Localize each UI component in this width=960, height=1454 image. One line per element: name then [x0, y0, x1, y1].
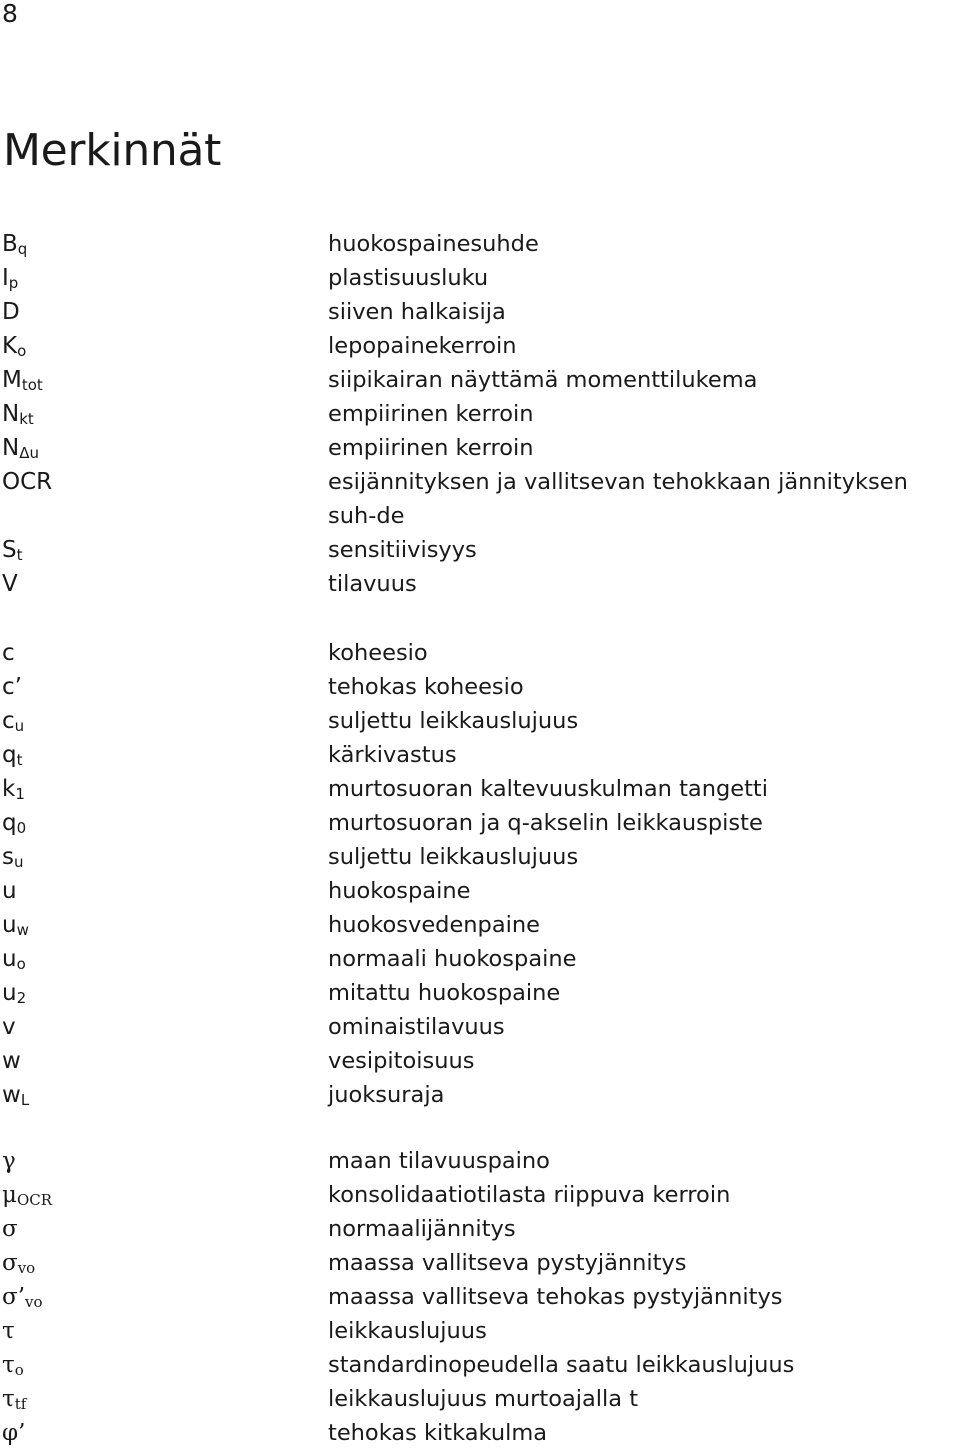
symbol-description: huokospainesuhde — [328, 231, 539, 257]
symbol-description: leikkauslujuus murtoajalla t — [328, 1386, 639, 1412]
symbol-subscript: w — [16, 921, 29, 939]
symbol-row — [0, 431, 960, 465]
symbol-description: esijännityksen ja vallitsevan tehokkaan jännityksen suh-de — [328, 469, 908, 529]
symbol-row — [0, 1212, 960, 1246]
symbol-description: konsolidaatiotilasta riippuva kerroin — [328, 1182, 731, 1208]
symbol-description: siiven halkaisija — [328, 299, 506, 325]
symbol-description: murtosuoran ja q-akselin leikkauspiste — [328, 810, 763, 836]
symbol: σ’vo — [2, 1284, 43, 1311]
symbol: uw — [2, 912, 29, 939]
symbol: OCR — [2, 469, 53, 495]
symbol-row — [0, 1010, 960, 1044]
symbol-description: maassa vallitseva pystyjännitys — [328, 1250, 687, 1276]
symbol-description: suljettu leikkauslujuus — [328, 844, 579, 870]
symbol-row — [0, 363, 960, 397]
symbol-row — [0, 976, 960, 1010]
symbol: μOCR — [2, 1182, 53, 1209]
symbol-subscript: o — [14, 1361, 24, 1379]
symbol-subscript: kt — [19, 410, 34, 428]
symbol: Mtot — [2, 367, 43, 394]
symbol: c’ — [2, 674, 22, 700]
symbol: u2 — [2, 980, 27, 1007]
symbol: qt — [2, 742, 23, 769]
symbol-description: tehokas koheesio — [328, 674, 524, 700]
symbol: Nkt — [2, 401, 34, 428]
symbol-row — [0, 1078, 960, 1112]
symbol-description: koheesio — [328, 640, 428, 666]
symbol-subscript: t — [16, 751, 23, 769]
symbol-row — [0, 738, 960, 772]
symbol: su — [2, 844, 24, 871]
symbol-subscript: 2 — [16, 989, 27, 1007]
symbol-description: empiirinen kerroin — [328, 401, 534, 427]
symbol-row — [0, 1416, 960, 1450]
symbol-description: tilavuus — [328, 571, 417, 597]
symbol-subscript: q — [17, 240, 28, 258]
symbol-row — [0, 567, 960, 601]
symbol-row — [0, 908, 960, 942]
symbol-description: murtosuoran kaltevuuskulman tangetti — [328, 776, 768, 802]
symbol-row — [0, 1280, 960, 1314]
symbol-description: huokospaine — [328, 878, 471, 904]
symbol-row — [0, 1178, 960, 1212]
symbol-group-uppercase — [0, 227, 960, 601]
symbol-description: tehokas kitkakulma — [328, 1420, 548, 1446]
symbol-row — [0, 772, 960, 806]
symbol-subscript: 0 — [16, 819, 27, 837]
symbol-row — [0, 1314, 960, 1348]
symbol-row — [0, 636, 960, 670]
symbol-description: vesipitoisuus — [328, 1048, 475, 1074]
symbol-description: leikkauslujuus — [328, 1318, 487, 1344]
symbol-row — [0, 397, 960, 431]
symbol: v — [2, 1014, 16, 1040]
symbol: γ — [2, 1148, 16, 1174]
symbol-row — [0, 942, 960, 976]
symbol-description: ominaistilavuus — [328, 1014, 505, 1040]
symbol-subscript: o — [16, 955, 26, 973]
symbol-description: mitattu huokospaine — [328, 980, 561, 1006]
symbol: τ — [2, 1318, 15, 1344]
symbol: wL — [2, 1082, 30, 1109]
symbol-description: normaali huokospaine — [328, 946, 577, 972]
symbol-subscript: u — [14, 717, 25, 735]
symbol-row — [0, 1144, 960, 1178]
symbol-row — [0, 1246, 960, 1280]
symbol-row — [0, 1382, 960, 1416]
symbol-row — [0, 465, 960, 533]
symbol-subscript: vo — [25, 1293, 43, 1311]
symbol: Ip — [2, 265, 19, 292]
symbol-description: maan tilavuuspaino — [328, 1148, 550, 1174]
symbol-description: huokosvedenpaine — [328, 912, 540, 938]
symbol: Ko — [2, 333, 27, 360]
symbol-description: lepopainekerroin — [328, 333, 517, 359]
symbol-row — [0, 1044, 960, 1078]
symbol: D — [2, 299, 20, 325]
symbol: Bq — [2, 231, 28, 258]
symbol-subscript: tf — [14, 1395, 27, 1413]
symbol: σvo — [2, 1250, 36, 1277]
symbol-row — [0, 704, 960, 738]
symbol-row — [0, 874, 960, 908]
symbol-row — [0, 806, 960, 840]
symbol-row — [0, 295, 960, 329]
symbol-row — [0, 261, 960, 295]
symbol-row — [0, 227, 960, 261]
symbol-description: siipikairan näyttämä momenttilukema — [328, 367, 758, 393]
symbol-group-lowercase — [0, 636, 960, 1112]
symbol-subscript: vo — [17, 1259, 36, 1277]
symbol: q0 — [2, 810, 27, 837]
symbol: uo — [2, 946, 26, 973]
symbol: φ’ — [2, 1420, 26, 1446]
symbol-description: sensitiivisyys — [328, 537, 477, 563]
symbol-description: standardinopeudella saatu leikkauslujuus — [328, 1352, 795, 1378]
page-title: Merkinnät — [3, 125, 222, 176]
symbol-row — [0, 840, 960, 874]
symbol-subscript: OCR — [16, 1191, 53, 1209]
symbol-subscript: 1 — [15, 785, 25, 803]
symbol-subscript: L — [20, 1091, 30, 1109]
symbol-description: suljettu leikkauslujuus — [328, 708, 579, 734]
symbol-subscript: u — [13, 853, 24, 871]
symbol-row — [0, 329, 960, 363]
symbol-row — [0, 670, 960, 704]
symbol: c — [2, 640, 15, 666]
symbol: τtf — [2, 1386, 27, 1413]
symbol-subscript: p — [8, 274, 19, 292]
symbol-description: juoksuraja — [328, 1082, 445, 1108]
symbol-subscript: Δu — [19, 444, 39, 462]
symbol: w — [2, 1048, 21, 1074]
symbol-group-greek — [0, 1144, 960, 1450]
symbol-row — [0, 1348, 960, 1382]
symbol-row — [0, 533, 960, 567]
symbol: k1 — [2, 776, 25, 803]
symbol-description: normaalijännitys — [328, 1216, 516, 1242]
symbol-subscript: tot — [21, 376, 43, 394]
symbol-description: kärkivastus — [328, 742, 457, 768]
symbol: NΔu — [2, 435, 39, 462]
symbol-description: plastisuusluku — [328, 265, 489, 291]
symbol: cu — [2, 708, 25, 735]
symbol-description: empiirinen kerroin — [328, 435, 534, 461]
symbol: St — [2, 537, 23, 564]
page-number: 8 — [2, 0, 18, 28]
symbol-subscript: o — [17, 342, 27, 360]
symbol: τo — [2, 1352, 24, 1379]
symbol-subscript: t — [16, 546, 23, 564]
symbol: u — [2, 878, 17, 904]
symbol-description: maassa vallitseva tehokas pystyjännitys — [328, 1284, 783, 1310]
symbol: σ — [2, 1216, 18, 1242]
symbol: V — [2, 571, 18, 597]
